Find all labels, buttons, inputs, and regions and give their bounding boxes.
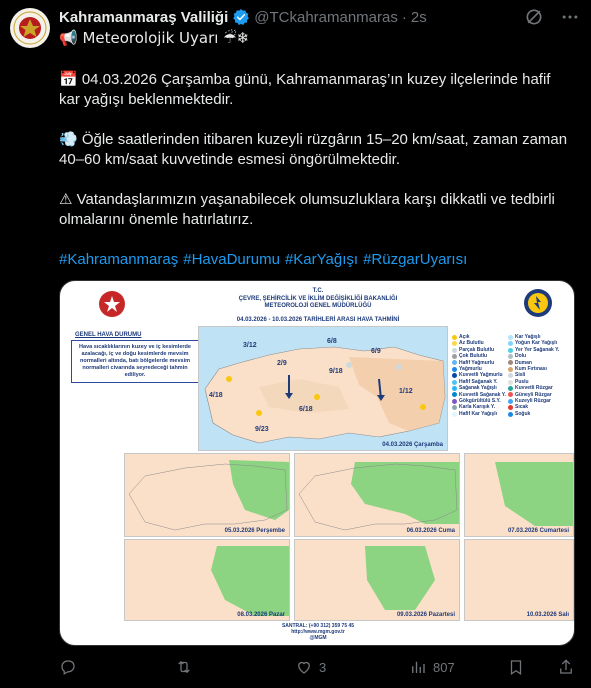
legend-label: Duman: [515, 359, 532, 366]
bookmark-button[interactable]: [507, 658, 525, 676]
legend-swatch-icon: [452, 399, 457, 404]
main-map-label-1: 3/12: [243, 342, 257, 349]
tweet-actions: [59, 655, 579, 679]
legend-label: Güneyli Rüzgar: [515, 391, 552, 398]
separator-dot: ·: [401, 8, 407, 26]
timestamp[interactable]: 2s: [410, 8, 427, 26]
legend-label: Az Bulutlu: [459, 340, 484, 347]
forecast-panel-2: [294, 453, 460, 537]
legend-swatch-icon: [452, 367, 457, 372]
legend-swatch-icon: [508, 367, 513, 372]
legend-swatch-icon: [508, 412, 513, 417]
legend-label: Kuzeyli Rüzgar: [515, 398, 551, 405]
legend-label: Sıcak: [515, 404, 529, 411]
legend-label: Hafif Yağmurlu: [459, 359, 495, 366]
grok-icon[interactable]: [523, 6, 545, 28]
legend-column-2: [508, 334, 564, 417]
title-line-2: ÇEVRE, ŞEHİRCİLİK VE İKLİM DEĞİŞİKLİĞİ BAKANLIĞI: [238, 295, 398, 302]
retweet-button[interactable]: [175, 658, 199, 676]
main-forecast-map: [198, 326, 448, 451]
legend-label: Sisli: [515, 372, 526, 379]
legend-swatch-icon: [452, 412, 457, 417]
legend-item: [508, 411, 564, 417]
legend-label: Çok Bulutlu: [459, 353, 488, 360]
legend-label: Soğuk: [515, 410, 531, 417]
general-weather-text: Hava sıcaklıklarının kuzey ve iç kesimlerde azalacağı, iç ve doğu kesimlerde mevsim normalleri altında, batı bölgelerde mevsim normalleri civarında seyredeceği tahmin ediliyor.: [71, 340, 199, 383]
tweet-paragraph-3b: olmalarını önemle hatırlatırız.: [59, 211, 254, 228]
legend-label: Parçalı Bulutlu: [459, 346, 495, 353]
valilik-logo-icon: [13, 11, 47, 45]
legend-swatch-icon: [452, 360, 457, 365]
legend-label: Gökgürültülü S.Y.: [459, 398, 501, 405]
forecast-panel-5: [294, 539, 460, 621]
tweet-paragraph-3a: ⚠ Vatandaşlarımızın yaşanabilecek olumsuzluklara karşı dikkatli ve tedbirli: [59, 191, 555, 208]
title-line-1: T.C.: [312, 288, 324, 294]
main-map-label-3: 6/9: [371, 348, 381, 355]
mgm-logo-icon: [523, 288, 553, 318]
legend-swatch-icon: [508, 399, 513, 404]
more-options-icon[interactable]: [559, 6, 581, 28]
legend-swatch-icon: [452, 348, 457, 353]
tweet-header: [59, 7, 427, 27]
legend-label: Kum Fırtınası: [515, 366, 547, 373]
legend-label: Kuvvetli Yağmurlu: [459, 372, 503, 379]
legend-swatch-icon: [508, 392, 513, 397]
main-map-date-label: 04.03.2026 Çarşamba: [382, 442, 443, 448]
reply-button[interactable]: [59, 658, 83, 676]
top-icons: [523, 6, 581, 28]
legend-swatch-icon: [508, 335, 513, 340]
share-icon: [557, 658, 575, 676]
panel-1-label: 05.03.2026 Perşembe: [224, 528, 285, 534]
legend-swatch-icon: [508, 405, 513, 410]
legend-label: Açık: [459, 334, 470, 340]
legend-swatch-icon: [452, 335, 457, 340]
legend-label: Yoğun Kar Yağışlı: [515, 340, 558, 347]
title-line-3: METEOROLOJİ GENEL MÜDÜRLÜĞÜ: [264, 303, 372, 309]
legend-swatch-icon: [452, 405, 457, 410]
legend-label: Hafif Kar Yağışlı: [459, 410, 497, 417]
footer-website: http://www.mgm.gov.tr: [291, 629, 345, 635]
legend-swatch-icon: [508, 373, 513, 378]
main-map-label-2: 6/8: [327, 338, 337, 345]
display-name[interactable]: Kahramanmaraş Valiliği: [59, 8, 229, 26]
forecast-panel-6: [464, 539, 574, 621]
handle[interactable]: @TCkahramanmaras: [254, 8, 398, 26]
legend-label: Karla Karışık Y.: [459, 404, 496, 411]
forecast-panel-4: [124, 539, 290, 621]
hashtag-havadurumu[interactable]: #HavaDurumu: [183, 251, 280, 268]
main-map-label-7: 9/23: [255, 426, 269, 433]
main-map-label-9: 1/12: [399, 388, 413, 395]
retweet-icon: [175, 658, 193, 676]
main-map-label-6: 4/18: [209, 392, 223, 399]
legend-swatch-icon: [452, 341, 457, 346]
like-count: 3: [319, 659, 327, 675]
hashtag-list: [59, 250, 579, 270]
legend-label: Dolu: [515, 353, 527, 360]
tweet-text: [59, 28, 579, 270]
tweet-paragraph-2b: 40–60 km/saat kuvvetinde esmesi öngörülmektedir.: [59, 151, 401, 168]
legend-item: [452, 411, 508, 417]
main-map-label-4: 2/9: [277, 360, 287, 367]
legend-swatch-icon: [508, 354, 513, 359]
panel-5-label: 09.03.2026 Pazartesi: [396, 612, 455, 618]
legend-swatch-icon: [508, 360, 513, 365]
forecast-panel-1: [124, 453, 290, 537]
general-weather-title: GENEL HAVA DURUMU: [75, 332, 142, 338]
legend-label: Sağanak Yağışlı: [459, 385, 497, 392]
legend-swatch-icon: [508, 341, 513, 346]
tweet-media-image[interactable]: [59, 280, 575, 646]
hashtag-karyagisi[interactable]: #KarYağışı: [284, 251, 359, 268]
share-button[interactable]: [557, 658, 575, 676]
legend-swatch-icon: [452, 354, 457, 359]
forecast-panel-3: [464, 453, 574, 537]
legend-swatch-icon: [508, 348, 513, 353]
footer-phone: SANTRAL: (+90 312) 359 75 45: [281, 623, 355, 629]
like-button[interactable]: [295, 658, 326, 676]
date-range: 04.03.2026 - 10.03.2026 TARİHLERİ ARASI HAVA TAHMİNİ: [236, 317, 400, 323]
legend-label: Kar Yağışlı: [515, 334, 541, 340]
panel-3-label: 07.03.2026 Cumartesi: [507, 528, 569, 534]
hashtag-ruzgaruyarisi[interactable]: #RüzgarUyarısı: [363, 251, 468, 268]
forecast-infographic: [68, 286, 568, 641]
views-chart-icon: [409, 658, 427, 676]
legend-label: Puslu: [515, 378, 529, 385]
infographic-title: [68, 288, 568, 311]
legend-swatch-icon: [452, 380, 457, 385]
legend-column-1: [452, 334, 508, 417]
legend-label: Hafif Sağanak Y.: [459, 378, 498, 385]
legend-swatch-icon: [508, 380, 513, 385]
footer-handle: @MGM: [309, 635, 327, 641]
hashtag-kahramanmaras[interactable]: #Kahramanmaraş: [59, 251, 179, 268]
legend-swatch-icon: [452, 373, 457, 378]
main-map-label-5: 9/18: [329, 368, 343, 375]
reply-icon: [59, 658, 77, 676]
tweet-paragraph-1b: kar yağışı beklenmektedir.: [59, 91, 234, 108]
legend-label: Yer Yer Sağanak Y.: [515, 346, 560, 353]
tweet-title-line: 📢 Meteorolojik Uyarı ☔❄: [59, 29, 250, 47]
main-map-label-8: 6/18: [299, 406, 313, 413]
legend-label: Kuvvetli Sağanak Y.: [459, 391, 506, 398]
tweet-paragraph-2a: 💨 Öğle saatlerinden itibaren kuzeyli rüzgârın 15–20 km/saat, zaman zaman: [59, 131, 568, 148]
legend-swatch-icon: [508, 386, 513, 391]
legend-label: Yağmurlu: [459, 366, 482, 373]
heart-icon: [295, 658, 313, 676]
general-weather-box: [71, 332, 199, 432]
panel-2-label: 06.03.2026 Cuma: [406, 528, 455, 534]
bookmark-icon: [507, 658, 525, 676]
tweet-paragraph-1a: 📅 04.03.2026 Çarşamba günü, Kahramanmaraş’ın kuzey ilçelerinde hafif: [59, 71, 551, 88]
legend: [452, 332, 564, 452]
legend-swatch-icon: [452, 392, 457, 397]
legend-label: Kuvvetli Rüzgar: [515, 385, 553, 392]
verified-badge-icon: [232, 8, 250, 26]
panel-4-label: 08.03.2026 Pazar: [237, 612, 285, 618]
view-count: 807: [433, 659, 455, 675]
infographic-footer: [68, 623, 568, 641]
panel-6-label: 10.03.2026 Salı: [526, 612, 569, 618]
avatar[interactable]: [10, 8, 50, 48]
views-button[interactable]: [409, 658, 455, 676]
legend-swatch-icon: [452, 386, 457, 391]
